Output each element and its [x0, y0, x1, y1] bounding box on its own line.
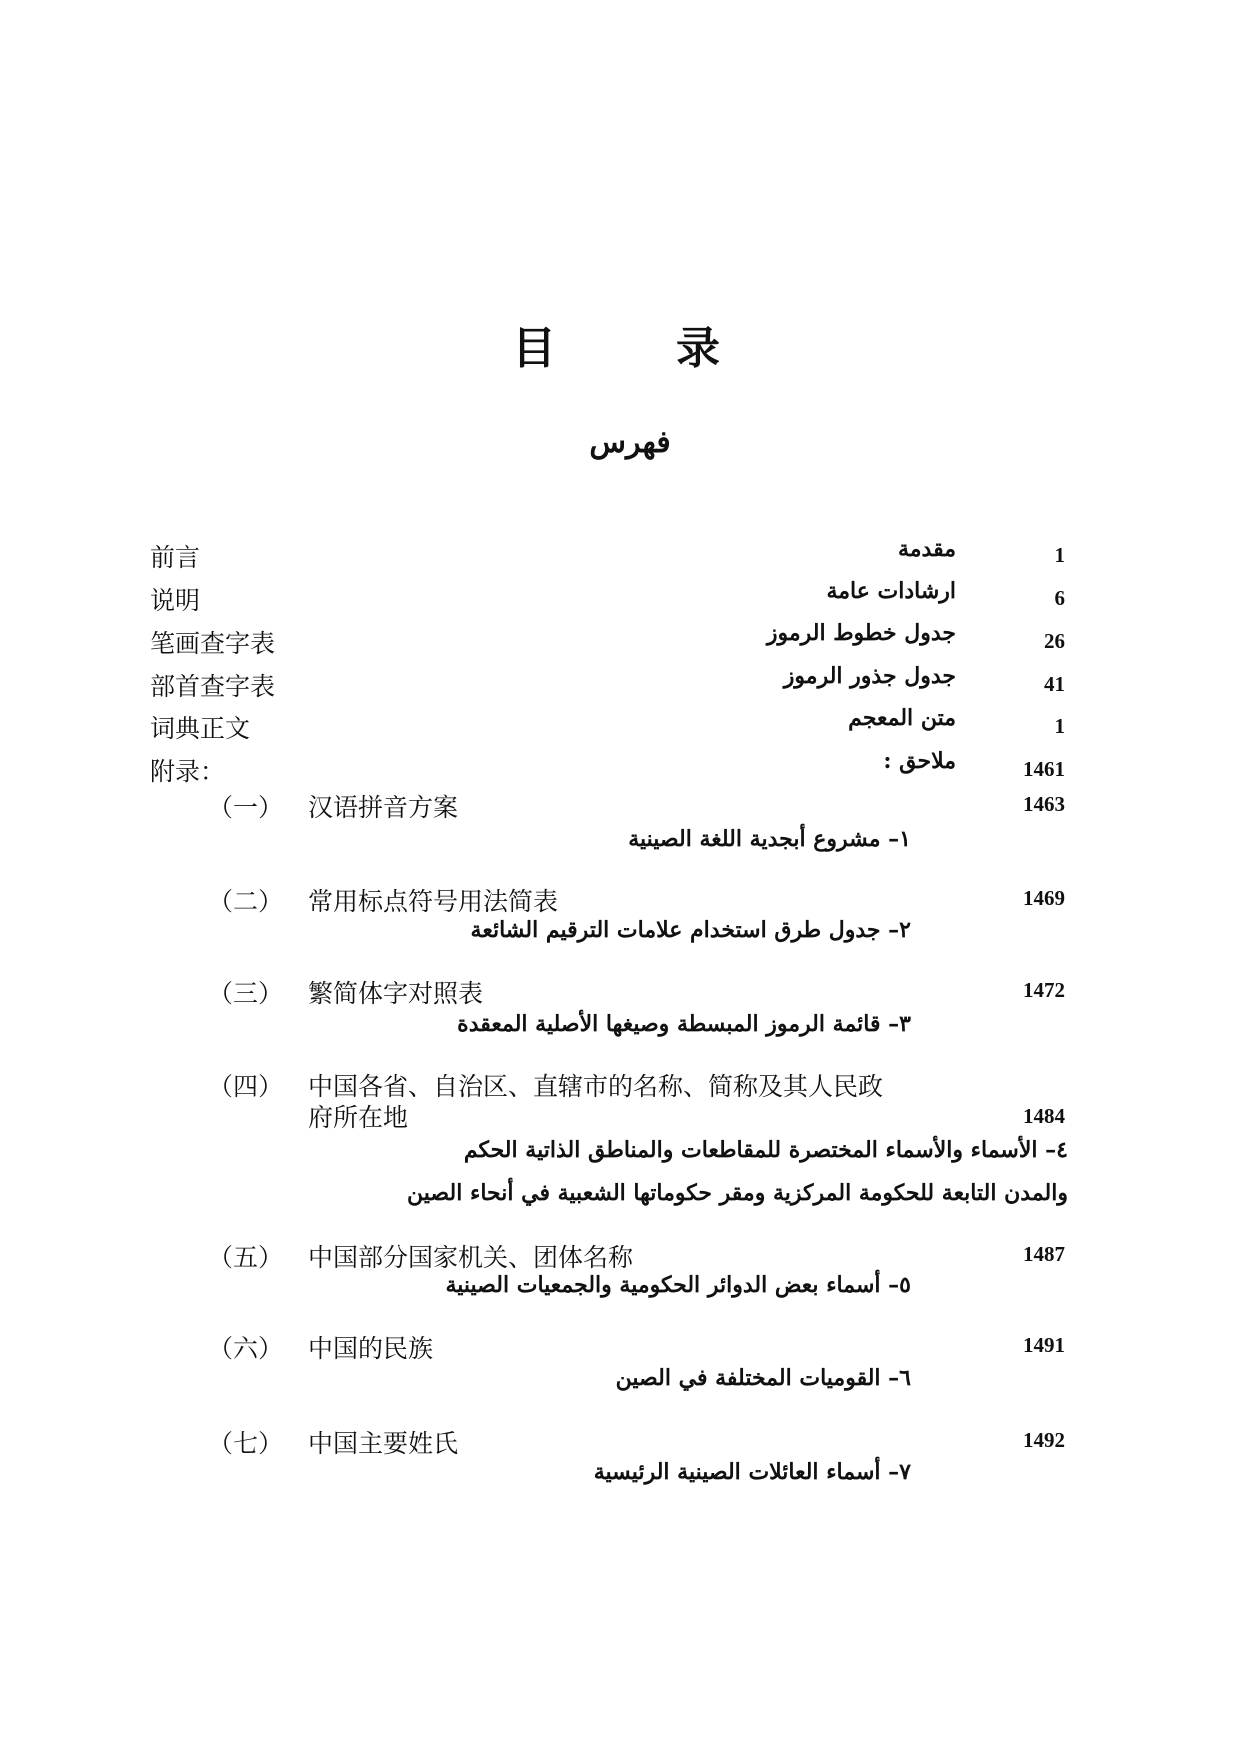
entry-zh: 笔画查字表: [150, 629, 276, 658]
appendix-page: 1487: [1023, 1242, 1065, 1266]
entry-page: 26: [1044, 629, 1065, 653]
appendix-zh: 中国主要姓氏: [308, 1429, 459, 1458]
entry-zh: 附录：: [150, 757, 226, 786]
entry-zh: 前言: [150, 543, 201, 572]
appendix-number: （七）: [208, 1429, 284, 1458]
appendix-page: 1469: [1023, 886, 1065, 910]
arabic-title: فهرس: [589, 425, 671, 460]
appendix-page: 1463: [1023, 792, 1065, 816]
appendix-page: 1472: [1023, 978, 1065, 1002]
appendix-ar: ٤– الأسماء والأسماء المختصرة للمقاطعات والمناطق الذاتية الحكم: [463, 1137, 1068, 1163]
appendix-page: 1492: [1023, 1428, 1065, 1452]
entry-ar: متن المعجم: [848, 705, 956, 731]
appendix-zh: 汉语拼音方案: [308, 793, 459, 822]
entry-zh: 部首查字表: [150, 672, 276, 701]
entry-page: 1: [1054, 543, 1065, 567]
appendix-number: （五）: [208, 1243, 284, 1272]
appendix-zh: 常用标点符号用法简表: [308, 887, 559, 916]
appendix-zh: 繁简体字对照表: [308, 979, 484, 1008]
title-char-2: 录: [676, 323, 720, 374]
appendix-ar: ٢– جدول طرق استخدام علامات الترقيم الشائعة: [470, 917, 911, 943]
appendix-ar: ١– مشروع أبجدية اللغة الصينية: [628, 826, 911, 852]
entry-ar: مقدمة: [897, 536, 956, 562]
appendix-ar: ٣– قائمة الرموز المبسطة وصيغها الأصلية المعقدة: [457, 1011, 911, 1037]
appendix-number: （三）: [208, 979, 284, 1008]
appendix-zh: 中国部分国家机关、团体名称: [308, 1243, 634, 1272]
appendix-page: 1491: [1023, 1333, 1065, 1357]
entry-page: 41: [1044, 672, 1065, 696]
appendix-page: 1484: [1023, 1104, 1065, 1128]
title-char-1: 目: [512, 323, 556, 374]
appendix-number: （一）: [208, 793, 284, 822]
appendix-ar: ٥– أسماء بعض الدوائر الحكومية والجمعيات الصينية: [445, 1272, 911, 1298]
appendix-ar-cont: والمدن التابعة للحكومة المركزية ومقر حكوماتها الشعبية في أنحاء الصين: [407, 1180, 1068, 1206]
appendix-number: （四）: [208, 1072, 284, 1101]
appendix-ar: ٧– أسماء العائلات الصينية الرئيسية: [593, 1459, 911, 1485]
entry-ar: ارشادات عامة: [826, 578, 956, 604]
entry-page: 6: [1054, 586, 1065, 610]
appendix-ar: ٦– القوميات المختلفة في الصين: [615, 1365, 911, 1391]
entry-page: 1: [1054, 714, 1065, 738]
entry-zh: 说明: [150, 586, 201, 615]
entry-zh: 词典正文: [150, 714, 251, 743]
appendix-zh: 中国的民族: [308, 1334, 434, 1363]
entry-page: 1461: [1023, 757, 1065, 781]
appendix-number: （六）: [208, 1334, 284, 1363]
appendix-number: （二）: [208, 887, 284, 916]
entry-ar: جدول خطوط الرموز: [766, 620, 956, 646]
appendix-zh-cont: 府所在地: [308, 1103, 409, 1132]
entry-ar: ملاحق :: [883, 748, 956, 774]
entry-ar: جدول جذور الرموز: [783, 663, 956, 689]
appendix-zh: 中国各省、自治区、直辖市的名称、简称及其人民政: [308, 1072, 884, 1101]
